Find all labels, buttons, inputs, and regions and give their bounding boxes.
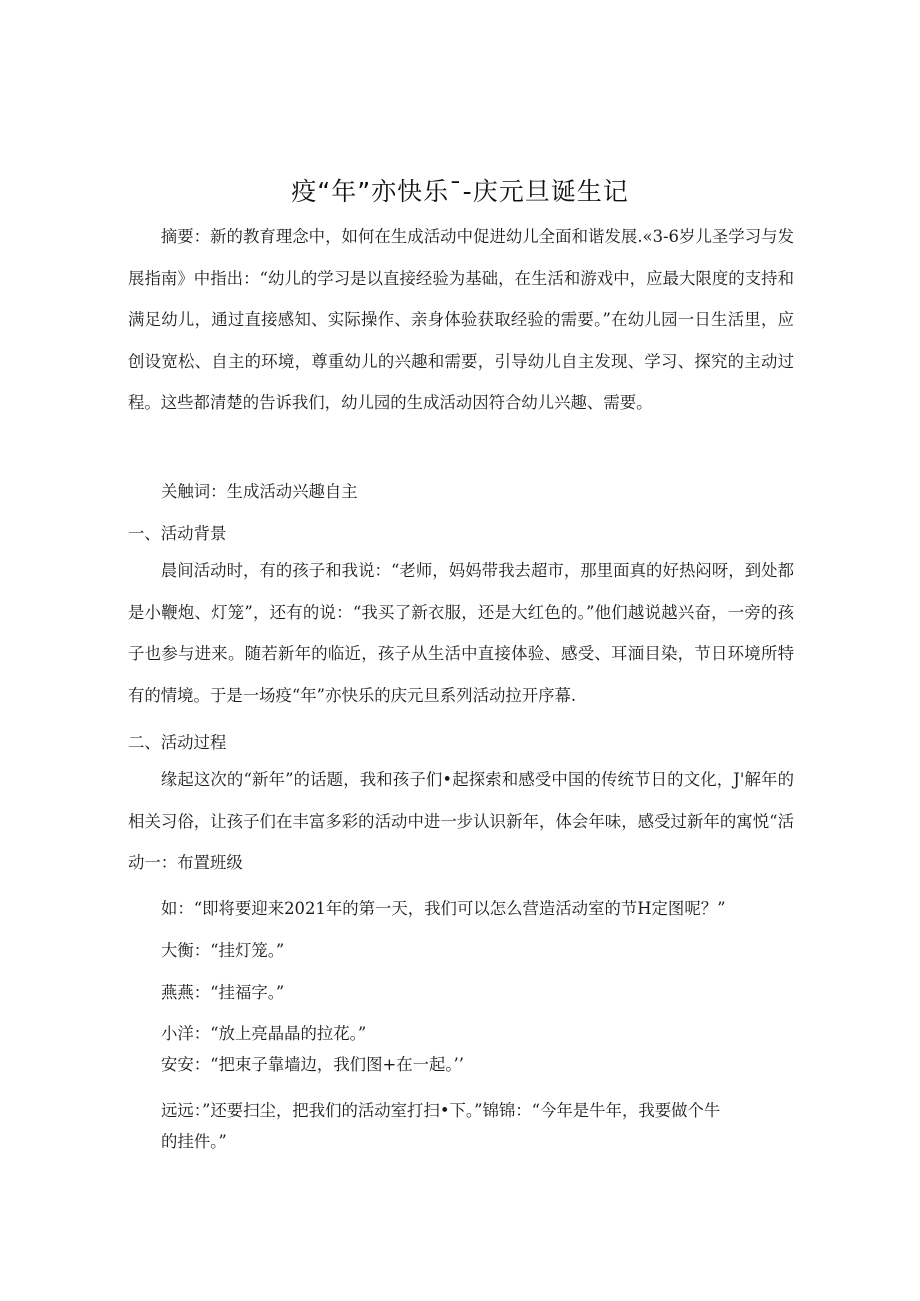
- document-title: 疫“年”亦快乐ˉ-庆元旦诞生记: [291, 177, 629, 206]
- dialogue-line: 远远：”还要扫尘，把我们的活动室打扫•下。”锦锦：“今年是牛年，我要做个牛: [161, 1101, 721, 1120]
- dialogue-line: 小洋：“放上亮晶晶的拉花。”: [161, 1024, 367, 1043]
- section-2-heading: 二、活动过程: [128, 733, 227, 752]
- dialogue-line: 的挂件。”: [161, 1132, 227, 1151]
- section-2-body: 缘起这次的“新年”的话题，我和孩子们•起探索和感受中国的传统节日的文化，J'解年的相关习俗，让孩子们在丰富多彩的活动中进一步认识新年，体会年味，感受过新年的寓悦“活动一：布置班级: [128, 770, 794, 872]
- dialogue-line: 安安：“把束子靠墙边，我们图+在一起。’’: [161, 1055, 464, 1074]
- keywords-line: 关触词：生成活动兴趣自主: [161, 482, 358, 501]
- abstract-paragraph: 摘要：新的教育理念中，如何在生成活动中促进幼儿全面和谐发展.«3-6岁儿圣学习与发展指南》中指出：“幼儿的学习是以直接经验为基础，在生活和游戏中，应最大限度的支持和满足幼儿，通过直接感知、实际操作、亲身体验获取经验的需要。”在幼儿园一日生活里，应创设宽松、自主的环境，尊重幼儿的兴趣和需要，引导幼儿自主发现、学习、探究的主动过程。这些都清楚的告诉我们，幼儿园的生成活动因符合幼儿兴趣、需要。: [128, 227, 794, 412]
- dialogue-line: 大衡：“挂灯笼。”: [161, 941, 285, 960]
- section-1-body: 晨间活动时，有的孩子和我说：“老师，妈妈带我去超市，那里面真的好热闷呀，到处都是小鞭炮、灯笼”，还有的说：“我买了新衣服，还是大红色的。”他们越说越兴奋，一旁的孩子也参与进来。随若新年的临近，孩子从生活中直接体验、感受、耳湎目染，节日环境所特有的情境。于是一场疫“年”亦快乐的庆元旦系列活动拉开序幕.: [128, 561, 794, 705]
- dialogue-line: 燕燕：“挂福字。”: [161, 983, 285, 1002]
- section-1-heading: 一、活动背景: [128, 524, 227, 543]
- dialogue-line: 如：“即将要迎来2021年的第一天，我们可以怎么营造活动室的节H定图呢？”: [161, 899, 726, 918]
